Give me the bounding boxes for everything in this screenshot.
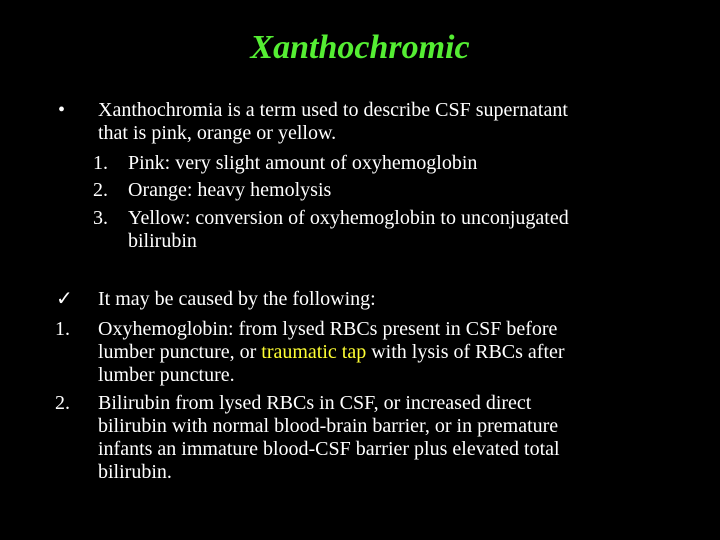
- bullet-marker: •: [58, 99, 66, 121]
- cause1-line3: lumber puncture.: [98, 364, 235, 386]
- subitem-text: Yellow: conversion of oxyhemoglobin to unconjugated: [128, 207, 569, 229]
- bullet2-text: It may be caused by the following:: [98, 288, 376, 310]
- checkmark-icon: ✓: [56, 288, 73, 310]
- subitem-number: 2.: [93, 179, 108, 201]
- cause1-line1: Oxyhemoglobin: from lysed RBCs present in CSF before: [98, 318, 558, 340]
- slide-title: Xanthochromic: [250, 29, 470, 66]
- cause1-line2-pre: lumber puncture, or: [98, 341, 262, 363]
- cause-number: 1.: [55, 318, 70, 340]
- subitem-text: Pink: very slight amount of oxyhemoglobin: [128, 152, 478, 174]
- cause-number: 2.: [55, 392, 70, 414]
- cause1-line2: [98, 340, 565, 364]
- cause2-line2: bilirubin with normal blood-brain barrier, or in premature: [98, 415, 559, 437]
- highlight-traumatic-tap: traumatic tap: [261, 341, 367, 363]
- bullet1-line1: Xanthochromia is a term used to describe CSF supernatant: [98, 99, 568, 121]
- cause1-line2-post: with lysis of RBCs after: [366, 341, 565, 363]
- cause2-line1: Bilirubin from lysed RBCs in CSF, or increased direct: [98, 392, 532, 414]
- cause2-line4: bilirubin.: [98, 461, 172, 483]
- subitem-number: 3.: [93, 207, 108, 229]
- subitem-text-continued: bilirubin: [128, 230, 197, 252]
- subitem-number: 1.: [93, 152, 108, 174]
- subitem-text: Orange: heavy hemolysis: [128, 179, 332, 201]
- cause2-line3: infants an immature blood-CSF barrier plus elevated total: [98, 438, 560, 460]
- bullet1-line2: that is pink, orange or yellow.: [98, 122, 337, 144]
